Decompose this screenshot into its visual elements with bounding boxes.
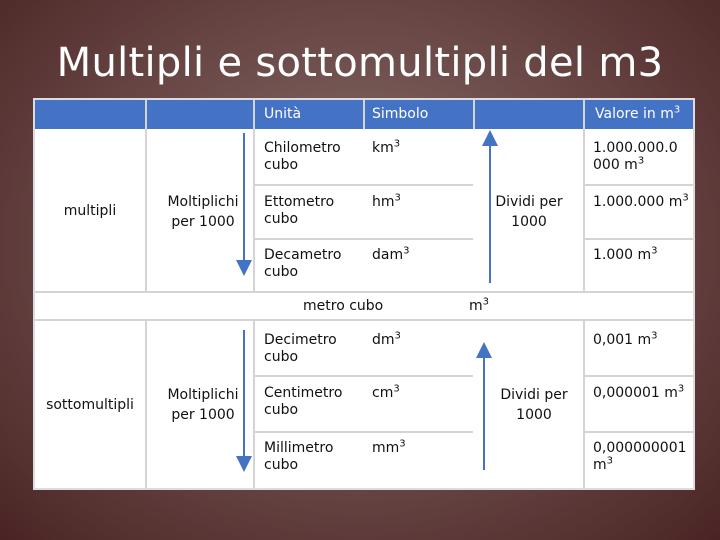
multipli-label: multipli [63, 203, 117, 219]
unit-value: 1.000 $m^3$ [593, 245, 658, 263]
unit-value: 0,000001 $m^3$ [593, 383, 685, 401]
unit-symbol: $km^3$ [372, 138, 401, 156]
multipli-operation: Moltiplichi per 1000 [167, 194, 239, 230]
unit-value: 1.000.000.0 000 $m^3$ [593, 140, 678, 173]
unit-value: 0,000000001 $m^3$ [593, 440, 687, 473]
unit-name: Ettometro cubo [264, 194, 335, 227]
header-valore: Valore in $m^3$ [595, 104, 681, 122]
unit-symbol: dam$^3$ [372, 245, 410, 263]
unit-name: Decimetro cubo [264, 332, 337, 365]
sottomultipli-operation: Moltiplichi per 1000 [167, 387, 239, 423]
unit-symbol: $mm^3$ [372, 438, 406, 456]
unit-name: Millimetro cubo [264, 440, 334, 473]
sottomultipli-inverse: Dividi per 1000 [500, 387, 568, 423]
unit-symbol: $hm^3$ [372, 192, 401, 210]
units-table [35, 100, 693, 488]
base-unit-symbol: $m^3$ [469, 296, 490, 314]
unit-name: Centimetro cubo [264, 385, 343, 418]
unit-symbol: $dm^3$ [372, 330, 401, 348]
multipli-inverse: Dividi per 1000 [495, 194, 563, 230]
unit-value: 1.000.000 $m^3$ [593, 192, 689, 210]
base-unit-name: metro cubo [303, 298, 384, 314]
arrows-layer [35, 100, 693, 488]
unit-value: 0,001 $m^3$ [593, 330, 658, 348]
unit-name: Decametro cubo [264, 247, 342, 280]
unit-symbol: $cm^3$ [372, 383, 400, 401]
header-unita: Unità [264, 106, 302, 122]
sottomultipli-label: sottomultipli [46, 397, 134, 413]
slide-title: Multipli e sottomultipli del m3 [56, 40, 664, 86]
unit-name: Chilometro cubo [264, 140, 341, 173]
header-simbolo: Simbolo [372, 106, 429, 122]
